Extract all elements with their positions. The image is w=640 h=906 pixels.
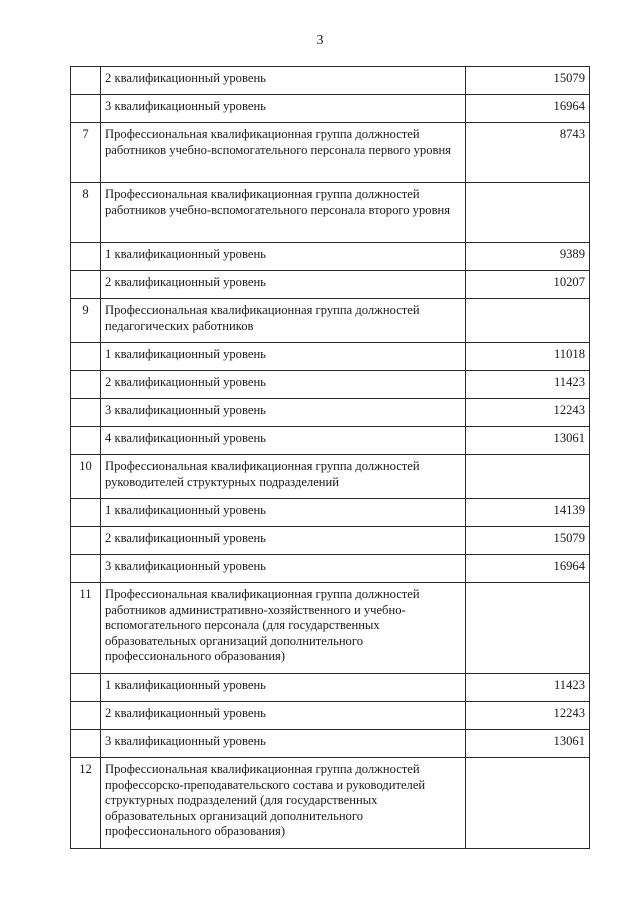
row-number [71, 702, 101, 730]
row-name: Профессиональная квалификационная группа должностей руководителей структурных подразделений [101, 455, 466, 499]
row-number: 12 [71, 758, 101, 849]
row-number: 11 [71, 583, 101, 674]
row-name: 3 квалификационный уровень [101, 399, 466, 427]
row-value [466, 583, 590, 674]
table-row [71, 299, 590, 343]
table-row [71, 730, 590, 758]
row-name: 2 квалификационный уровень [101, 67, 466, 95]
row-name: 1 квалификационный уровень [101, 243, 466, 271]
row-value: 12243 [466, 702, 590, 730]
row-number [71, 499, 101, 527]
row-name: Профессиональная квалификационная группа должностей работников административно-хозяйственного и учебно-вспомогательного персонала (для государственных образовательных организаций дополнительного профессионального образования) [101, 583, 466, 674]
row-value: 9389 [466, 243, 590, 271]
table-row [71, 243, 590, 271]
row-number [71, 95, 101, 123]
row-value: 13061 [466, 730, 590, 758]
table-row [71, 343, 590, 371]
table-row [71, 555, 590, 583]
row-number [71, 243, 101, 271]
row-value: 12243 [466, 399, 590, 427]
row-number [71, 674, 101, 702]
table-row [71, 758, 590, 849]
row-number [71, 371, 101, 399]
row-value [466, 299, 590, 343]
row-value: 8743 [466, 123, 590, 183]
row-name: Профессиональная квалификационная группа должностей работников учебно-вспомогательного персонала второго уровня [101, 183, 466, 243]
row-number: 8 [71, 183, 101, 243]
row-value: 14139 [466, 499, 590, 527]
salary-table [70, 66, 590, 849]
table-row [71, 123, 590, 183]
row-value: 11423 [466, 371, 590, 399]
row-value: 11423 [466, 674, 590, 702]
table-row [71, 499, 590, 527]
table-row [71, 702, 590, 730]
row-value [466, 758, 590, 849]
table-row [71, 427, 590, 455]
row-name: Профессиональная квалификационная группа должностей профессорско-преподавательского состава и руководителей структурных подразделений (для государственных образовательных организаций дополнительного профессионального образования) [101, 758, 466, 849]
row-number [71, 343, 101, 371]
row-name: 1 квалификационный уровень [101, 674, 466, 702]
row-name: 2 квалификационный уровень [101, 371, 466, 399]
table-row [71, 371, 590, 399]
row-number [71, 427, 101, 455]
row-number [71, 271, 101, 299]
row-value: 10207 [466, 271, 590, 299]
table-row [71, 455, 590, 499]
table-row [71, 95, 590, 123]
row-number: 7 [71, 123, 101, 183]
row-value [466, 183, 590, 243]
table-row [71, 183, 590, 243]
row-number: 10 [71, 455, 101, 499]
row-value: 13061 [466, 427, 590, 455]
page-number: 3 [316, 33, 324, 48]
table-row [71, 674, 590, 702]
row-number [71, 555, 101, 583]
row-name: 4 квалификационный уровень [101, 427, 466, 455]
table-row [71, 399, 590, 427]
row-name: 2 квалификационный уровень [101, 271, 466, 299]
row-value: 16964 [466, 95, 590, 123]
row-number [71, 730, 101, 758]
row-name: 3 квалификационный уровень [101, 555, 466, 583]
row-value: 16964 [466, 555, 590, 583]
row-name: 3 квалификационный уровень [101, 730, 466, 758]
row-number: 9 [71, 299, 101, 343]
row-number [71, 527, 101, 555]
row-number [71, 67, 101, 95]
row-number [71, 399, 101, 427]
row-name: 3 квалификационный уровень [101, 95, 466, 123]
table-row [71, 67, 590, 95]
row-name: Профессиональная квалификационная группа должностей педагогических работников [101, 299, 466, 343]
table-row [71, 271, 590, 299]
row-name: 2 квалификационный уровень [101, 527, 466, 555]
table-row [71, 527, 590, 555]
row-value: 11018 [466, 343, 590, 371]
row-name: 2 квалификационный уровень [101, 702, 466, 730]
row-value: 15079 [466, 527, 590, 555]
table-body [71, 67, 590, 849]
row-value [466, 455, 590, 499]
row-name: 1 квалификационный уровень [101, 343, 466, 371]
row-name: 1 квалификационный уровень [101, 499, 466, 527]
row-value: 15079 [466, 67, 590, 95]
table-row [71, 583, 590, 674]
row-name: Профессиональная квалификационная группа должностей работников учебно-вспомогательного персонала первого уровня [101, 123, 466, 183]
